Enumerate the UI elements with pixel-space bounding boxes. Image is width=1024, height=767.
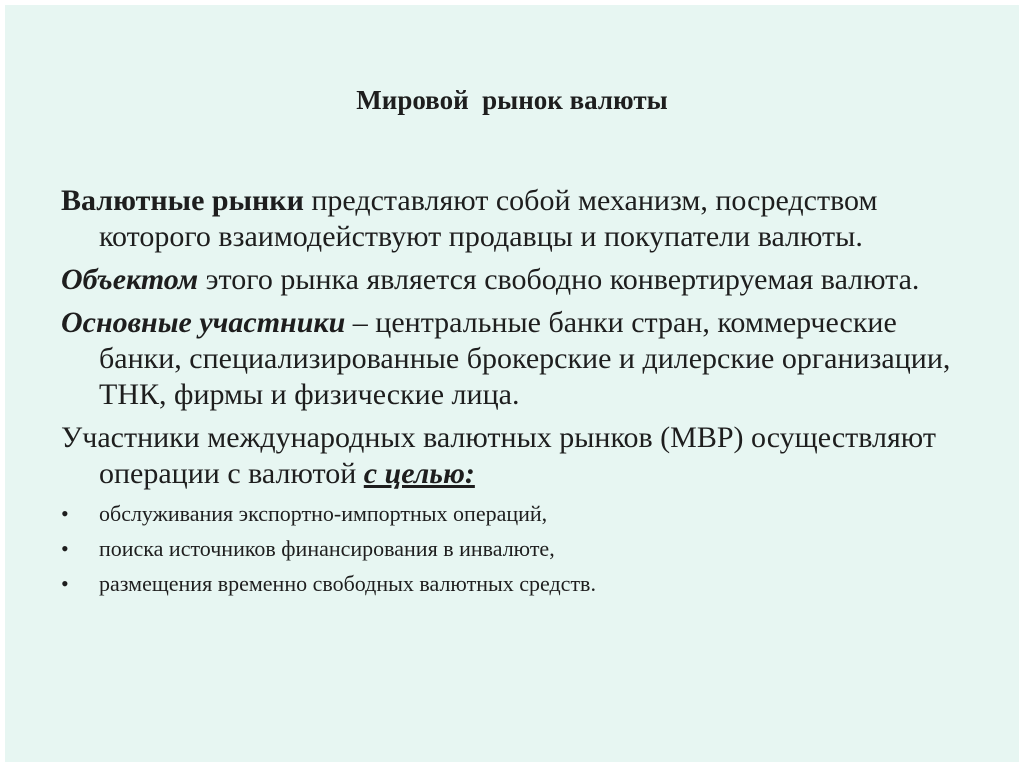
- term-currency-markets: Валютные рынки: [61, 184, 304, 217]
- slide-content: [61, 183, 961, 604]
- bullet-icon: •: [61, 501, 69, 526]
- paragraph-text: представляют собой механизм, посредством которого взаимодействуют продавцы и покупатели валюты.: [99, 184, 878, 253]
- list-item-text: поиска источников финансирования в инвалюте,: [99, 536, 555, 561]
- term-object: Объектом: [61, 263, 199, 296]
- bullet-icon: •: [61, 571, 69, 596]
- term-purpose: с целью:: [363, 457, 475, 490]
- paragraph-text: – центральные банки стран, коммерческие банки, специализированные брокерские и дилерские организации, ТНК, фирмы и физические лица.: [99, 306, 951, 411]
- list-item: [61, 569, 961, 598]
- slide-title: Мировой рынок валюты: [356, 85, 668, 115]
- paragraph-participants: [61, 305, 961, 413]
- slide: [5, 5, 1019, 762]
- bullet-icon: •: [61, 536, 69, 561]
- term-main-participants: Основные участники: [61, 306, 346, 339]
- paragraph-text: Участники международных валютных рынков (МВР) осуществляют операции с валютой: [61, 421, 936, 490]
- list-item: [61, 499, 961, 528]
- paragraph-operations: [61, 420, 961, 492]
- list-item-text: обслуживания экспортно-импортных операций,: [99, 501, 548, 526]
- list-item-text: размещения временно свободных валютных средств.: [99, 571, 596, 596]
- paragraph-currency-markets: [61, 183, 961, 255]
- list-item: [61, 534, 961, 563]
- paragraph-text: этого рынка является свободно конвертируемая валюта.: [198, 263, 920, 296]
- purpose-list: [61, 499, 961, 598]
- paragraph-object: [61, 262, 961, 298]
